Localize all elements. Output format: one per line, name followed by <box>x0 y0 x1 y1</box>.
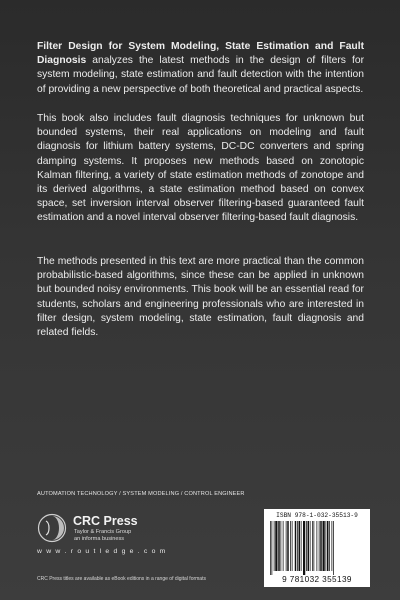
isbn-label: ISBN 978-1-032-35513-9 <box>276 512 358 519</box>
ebook-availability-note: CRC Press titles are available as eBook editions in a range of digital formats <box>37 576 206 582</box>
book-title-inline: Filter Design for System Modeling, State Estimation and Fault Diagnosis <box>37 41 364 67</box>
isbn-barcode <box>264 509 370 587</box>
subject-category: AUTOMATION TECHNOLOGY / SYSTEM MODELING / CONTROL ENGINEER <box>37 491 245 497</box>
publisher-name: CRC Press <box>73 514 138 528</box>
description-paragraph-3: The methods presented in this text are more practical than the common probabilistic-based algorithms, since these can be applied in unknown but bounded noisy environments. This book will be an essential read for students, scholars and engineering professionals who are interested in filter design, system modeling, state estimation, fault diagnosis and related fields. <box>37 256 364 339</box>
barcode-number: 9 781032 355139 <box>282 575 352 584</box>
barcode-bars <box>270 521 364 575</box>
publisher-website: w w w . r o u t l e d g e . c o m <box>37 548 167 555</box>
description-paragraph-1 <box>37 40 364 97</box>
crc-press-logo-icon <box>37 513 67 543</box>
description-paragraph-2: This book also includes fault diagnosis techniques for unknown but bounded systems, their real applications on modeling and fault diagnosis for lithium battery systems, DC-DC converters and spring damping systems. It proposes new methods based on zonotopic Kalman filtering, a variety of state estimation methods of zonotope and its derived algorithms, a state estimation method based on convex space, set inversion interval observer filtering-based guaranteed fault estimation and a novel interval observer filtering-based fault diagnosis. <box>37 113 364 224</box>
description-paragraph-1-text: analyzes the latest methods in the design of filters for system modeling, state estimation and fault detection with the intention of providing a new perspective of both theoretical and practical aspects. <box>37 55 364 95</box>
publisher-group: Taylor & Francis Group <box>74 529 132 535</box>
publisher-logo-block <box>37 512 197 562</box>
publisher-tagline: an informa business <box>74 536 125 542</box>
